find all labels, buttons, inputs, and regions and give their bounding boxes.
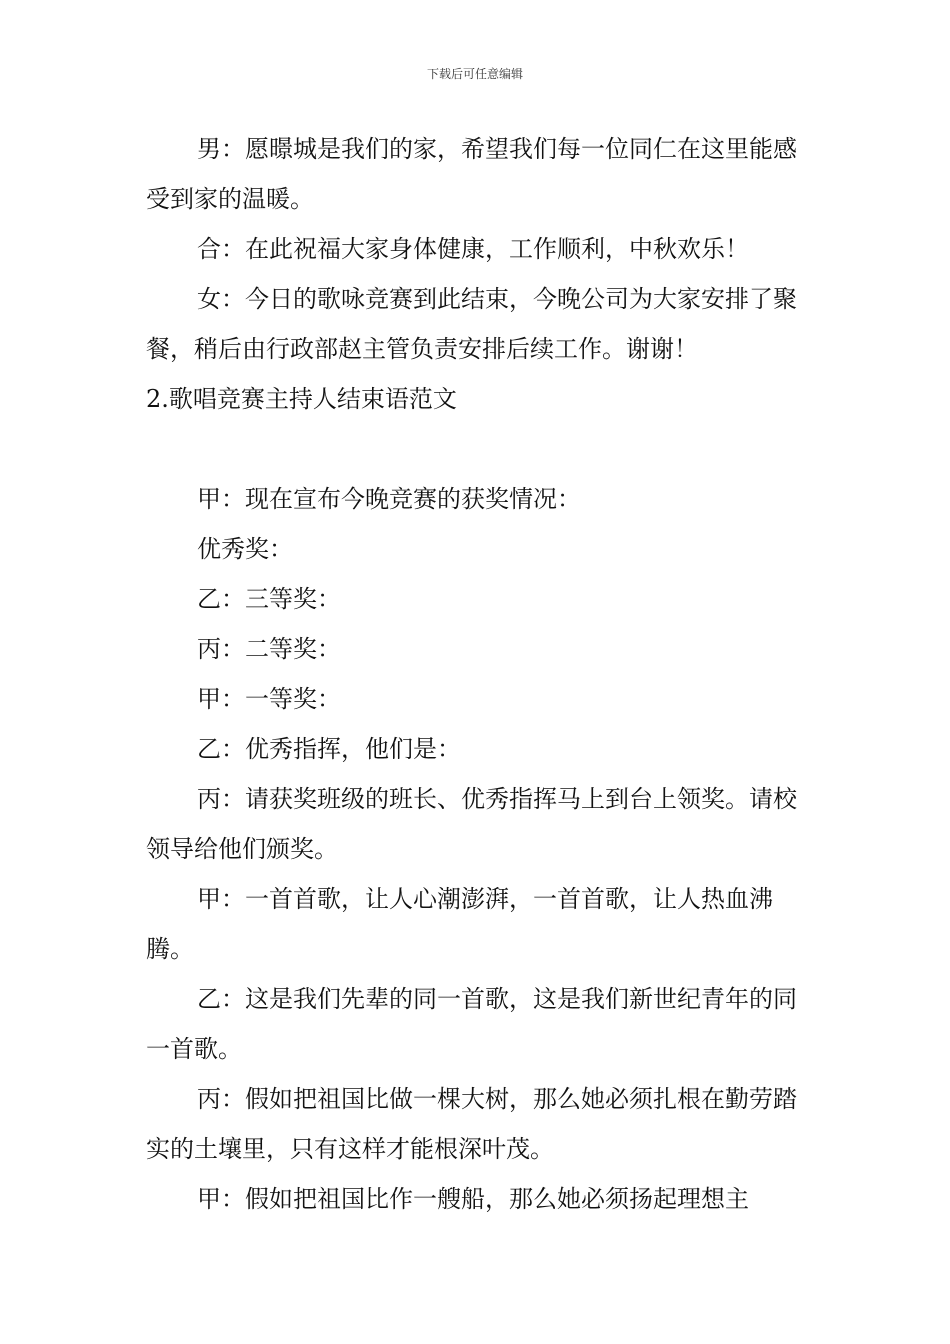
paragraph-together: 合：在此祝福大家身体健康，工作顺利，中秋欢乐！ bbox=[197, 235, 749, 263]
section-heading: 2.歌唱竞赛主持人结束语范文 bbox=[146, 385, 457, 413]
paragraph-excellence-award: 优秀奖： bbox=[197, 535, 293, 563]
paragraph-same-song: 乙：这是我们先辈的同一首歌，这是我们新世纪青年的同一首歌。 bbox=[146, 985, 797, 1063]
page-header: 下载后可任意编辑 bbox=[426, 67, 523, 81]
blank-line bbox=[146, 424, 810, 474]
paragraph-big-tree: 丙：假如把祖国比做一棵大树，那么她必须扎根在勤劳踏实的土壤里，只有这样才能根深叶茂。 bbox=[146, 1085, 797, 1163]
document-body bbox=[146, 124, 810, 1224]
paragraph-second-prize: 丙：二等奖： bbox=[197, 635, 341, 663]
paragraph-songs: 甲：一首首歌，让人心潮澎湃，一首首歌，让人热血沸腾。 bbox=[146, 885, 773, 963]
paragraph-male-host: 男：愿暻城是我们的家，希望我们每一位同仁在这里能感受到家的温暖。 bbox=[146, 135, 797, 213]
paragraph-ship: 甲：假如把祖国比作一艘船，那么她必须扬起理想主 bbox=[197, 1185, 749, 1213]
paragraph-receive-award: 丙：请获奖班级的班长、优秀指挥马上到台上领奖。请校领导给他们颁奖。 bbox=[146, 785, 797, 863]
paragraph-best-conductor: 乙：优秀指挥，他们是： bbox=[197, 735, 461, 763]
paragraph-third-prize: 乙：三等奖： bbox=[197, 585, 341, 613]
paragraph-female-host: 女：今日的歌咏竞赛到此结束，今晚公司为大家安排了聚餐，稍后由行政部赵主管负责安排后续工作。谢谢！ bbox=[146, 285, 797, 363]
paragraph-jia-announce: 甲：现在宣布今晚竞赛的获奖情况： bbox=[197, 485, 581, 513]
paragraph-first-prize: 甲：一等奖： bbox=[197, 685, 341, 713]
